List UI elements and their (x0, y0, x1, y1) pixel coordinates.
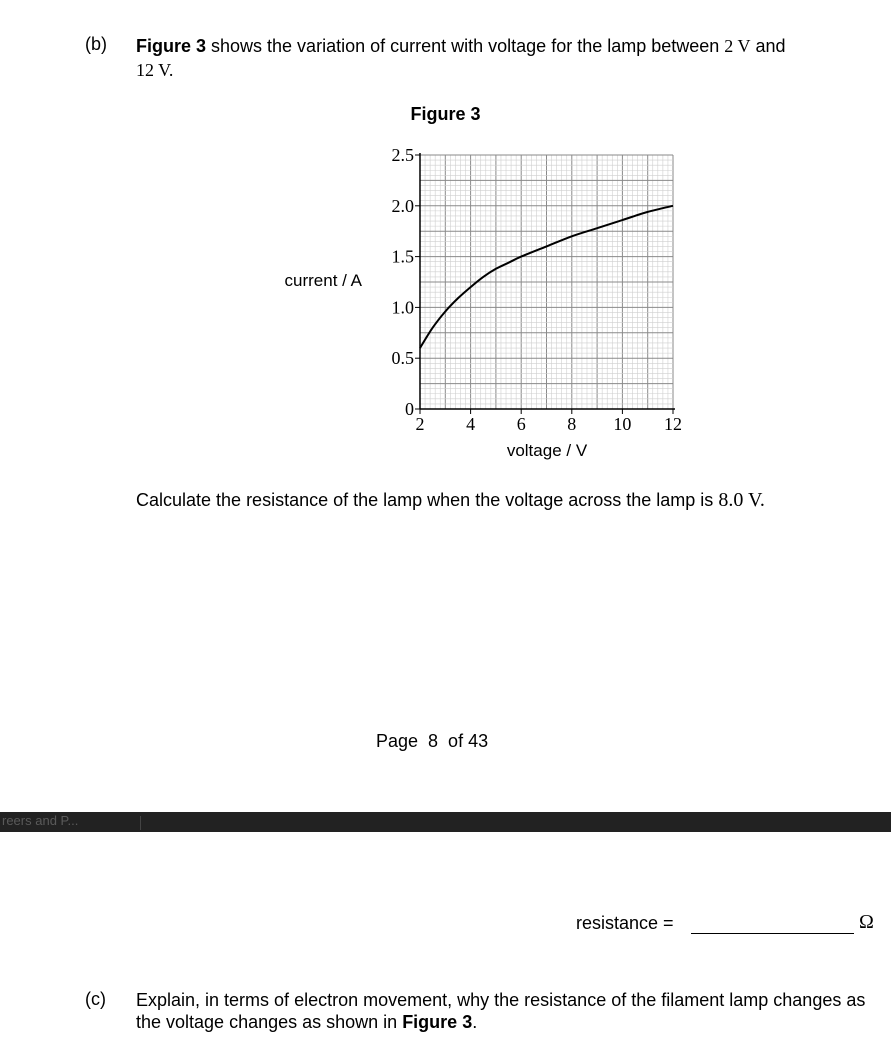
taskbar-item[interactable]: reers and P... (2, 813, 79, 828)
figure-title: Figure 3 (410, 104, 481, 124)
part-b-sentence: shows the variation of current with voltage for the lamp between (206, 36, 725, 56)
x-tick-label: 12 (664, 414, 682, 434)
chart-axes (420, 153, 675, 409)
y-tick-label: 0 (405, 399, 414, 419)
taskbar (0, 812, 891, 832)
figure-3-chart (0, 130, 891, 470)
y-tick-label: 1.5 (391, 246, 414, 267)
y-tick-label: 2.0 (391, 195, 414, 216)
answer-line[interactable] (691, 933, 854, 934)
x-tick-label: 2 (415, 414, 425, 434)
x-tick-label: 6 (516, 414, 526, 434)
calc-text: Calculate the resistance of the lamp when the voltage across the lamp is (136, 490, 719, 510)
y-tick-label: 2.5 (391, 145, 414, 165)
voltage-high: 12 V (136, 60, 169, 80)
part-b-and: and (750, 36, 786, 56)
calc-end: . (759, 489, 765, 511)
part-c-sentence: Explain, in terms of electron movement, why the resistance of the filament lamp changes as the voltage changes as shown in (136, 990, 866, 1032)
part-c-label: (c) (85, 989, 106, 1009)
x-axis-label: voltage / V (506, 441, 588, 460)
y-tick-label: 1.0 (391, 297, 414, 318)
part-c-text (136, 989, 876, 1033)
y-tick-label: 0.5 (391, 348, 414, 369)
x-tick-label: 8 (567, 414, 577, 434)
voltage-low: 2 V (724, 36, 751, 56)
part-b-label: (b) (85, 34, 107, 54)
part-b-text (136, 34, 876, 82)
chart-grid (420, 155, 673, 409)
figure-ref: Figure 3 (136, 36, 207, 56)
part-c-end: . (472, 1012, 478, 1032)
resistance-label: resistance = (576, 913, 674, 933)
x-tick-label: 10 (613, 414, 632, 434)
figure-ref-c: Figure 3 (402, 1012, 473, 1032)
calc-voltage: 8.0 V (718, 489, 760, 511)
calculation-question (136, 489, 765, 512)
taskbar-divider (140, 816, 141, 830)
x-tick-label: 4 (466, 414, 476, 434)
unit-symbol: Ω (859, 911, 874, 933)
part-b-end: . (168, 60, 174, 80)
y-axis-label: current / A (284, 271, 362, 290)
page-number: Page 8 of 43 (376, 731, 489, 751)
